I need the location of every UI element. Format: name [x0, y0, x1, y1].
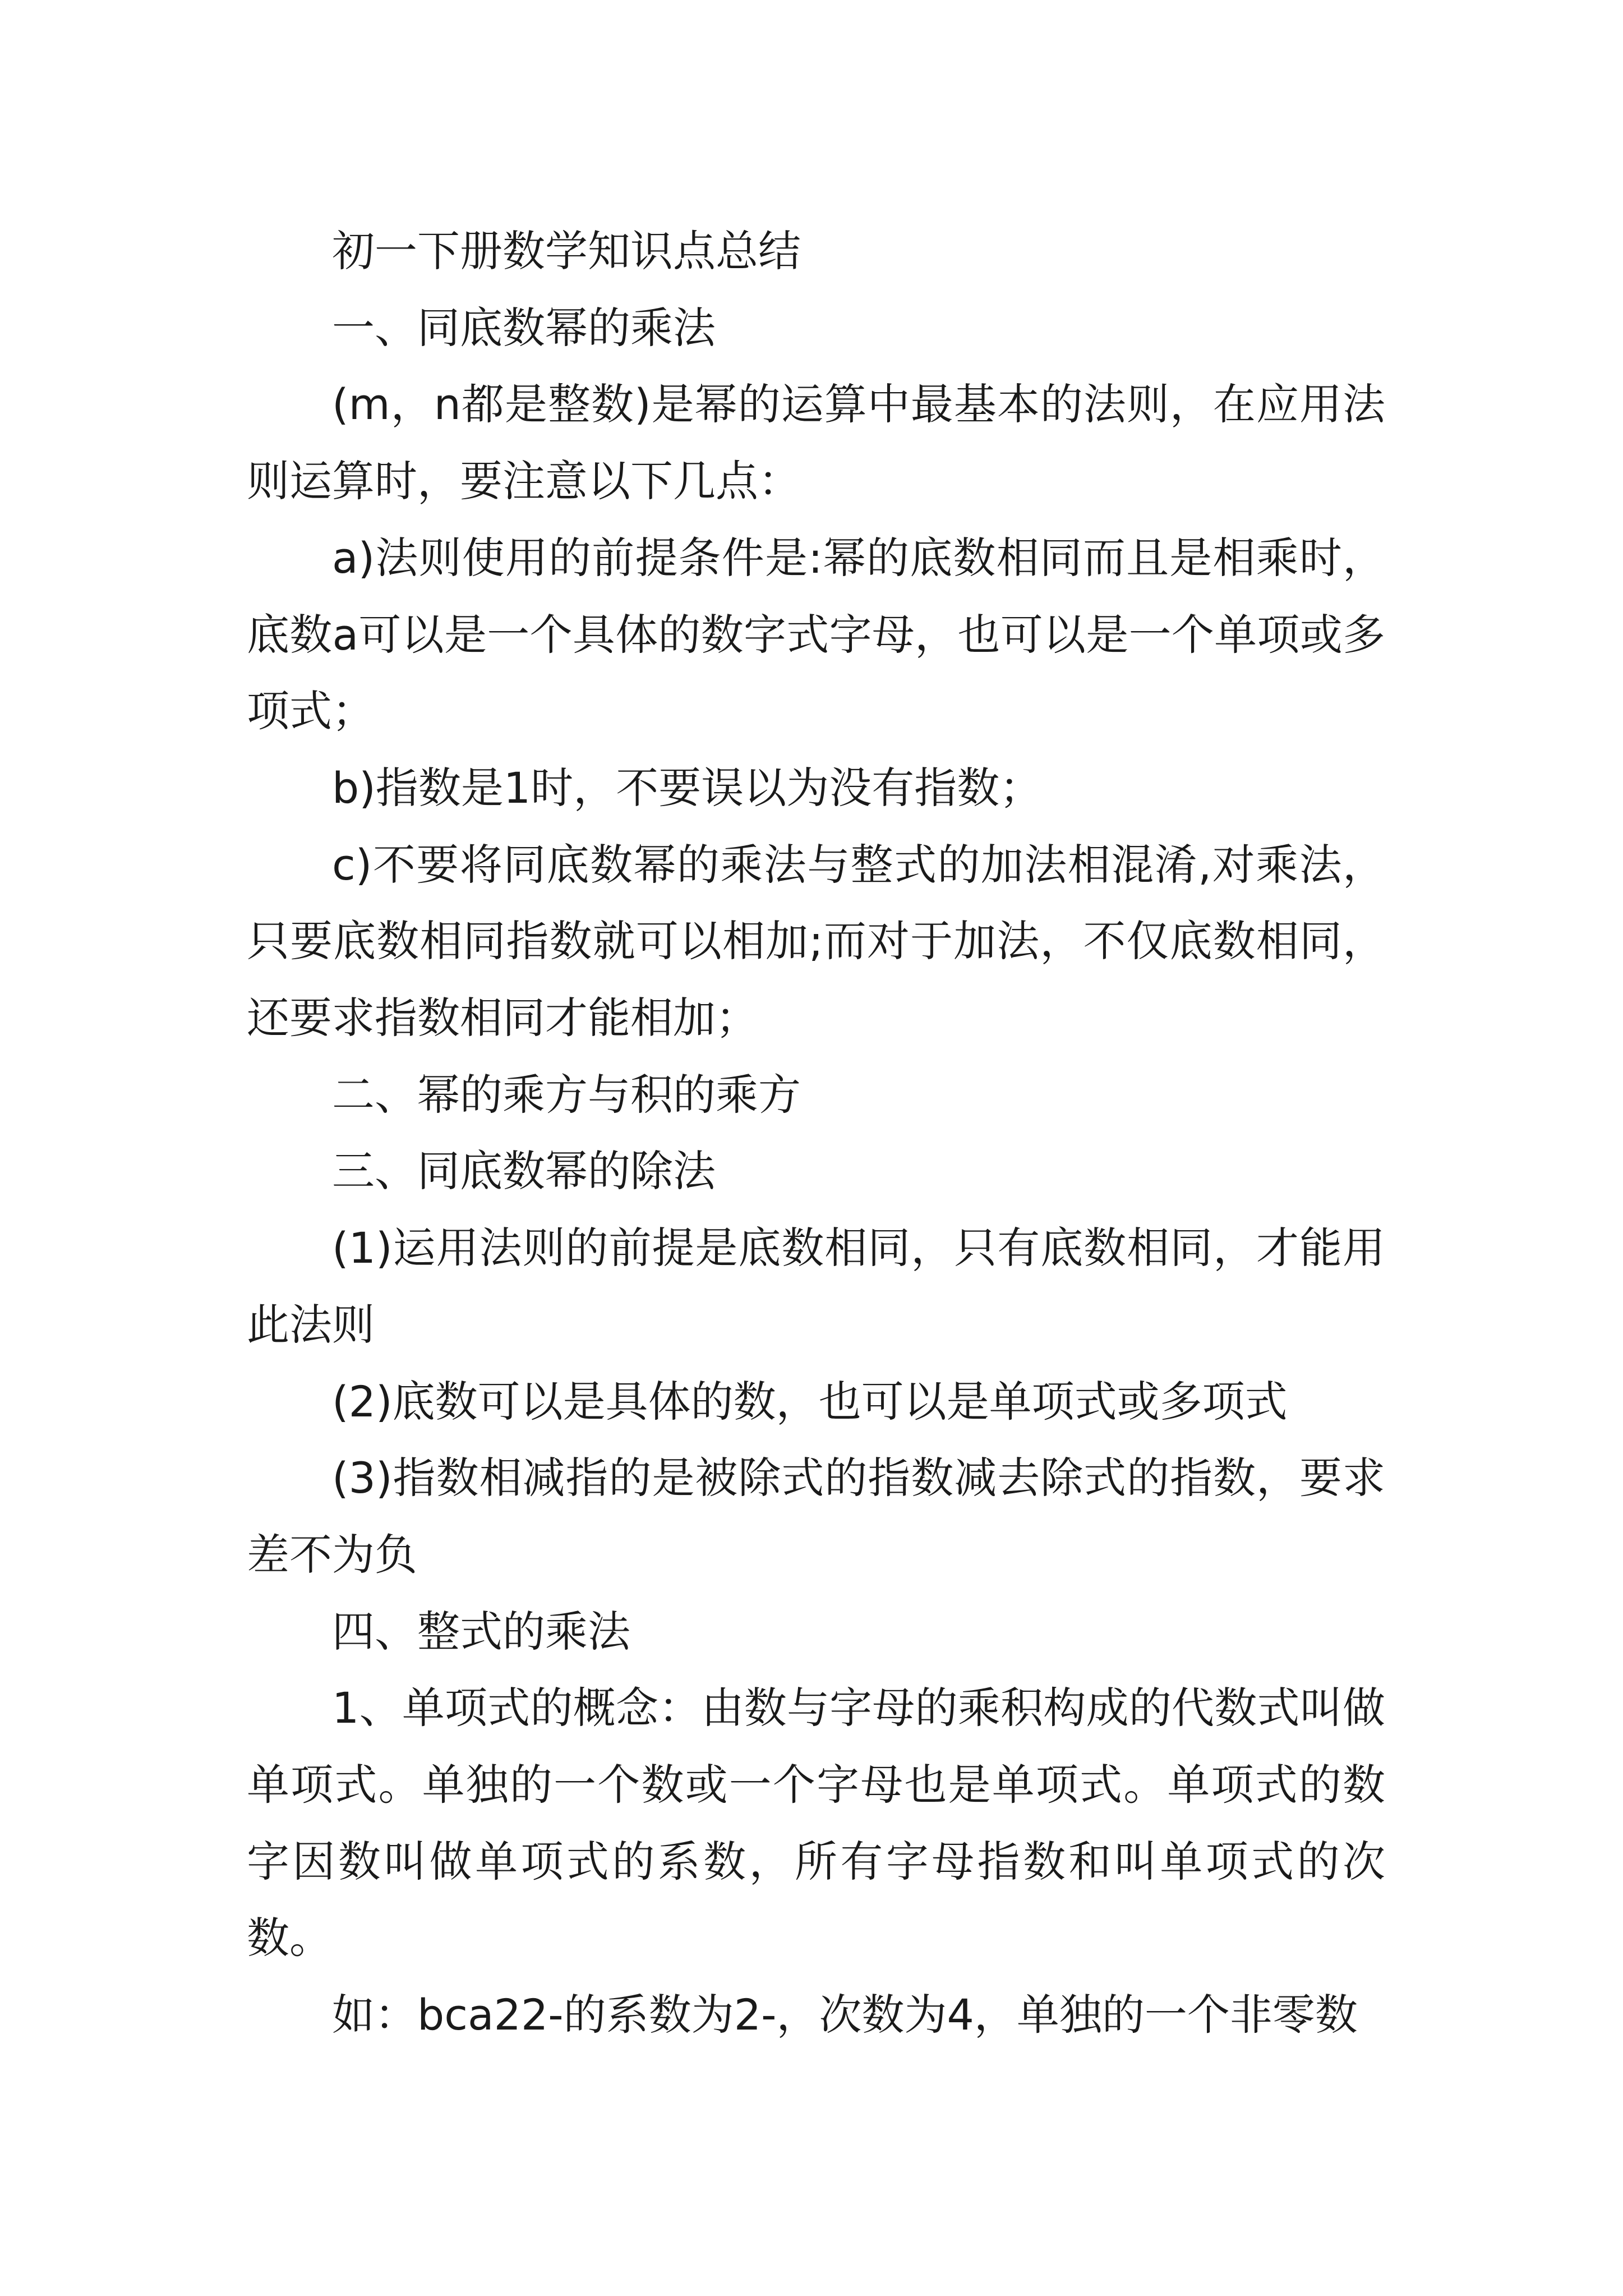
- document-title: 初一下册数学知识点总结: [332, 226, 801, 276]
- paragraph: 1、单项式的概念：由数与字母的乘积构成的代数式叫做单项式。单独的一个数或一个字母也是单项式。单项式的数字因数叫做单项式的系数，所有字母指数和叫单项式的次数。: [247, 1683, 1385, 1963]
- paragraph: (2)底数可以是具体的数，也可以是单项式或多项式: [332, 1376, 1288, 1427]
- paragraph: (1)运用法则的前提是底数相同，只有底数相同，才能用此法则: [247, 1223, 1385, 1350]
- paragraph: b)指数是1时，不要误以为没有指数；: [332, 762, 1043, 813]
- section-heading-4: 四、整式的乘法: [332, 1606, 630, 1657]
- paragraph: (3)指数相减指的是被除式的指数减去除式的指数，要求差不为负: [247, 1453, 1385, 1580]
- paragraph: a)法则使用的前提条件是:幂的底数相同而且是相乘时，底数a可以是一个具体的数字式字母，也可以是一个单项或多项式；: [247, 532, 1385, 737]
- paragraph: 如：bca22-的系数为2-，次数为4，单独的一个非零数: [332, 1990, 1358, 2040]
- paragraph: (m，n都是整数)是幂的运算中最基本的法则，在应用法则运算时，要注意以下几点：: [247, 379, 1385, 507]
- document-body: [247, 213, 1385, 2054]
- section-heading-2: 二、幂的乘方与积的乘方: [332, 1069, 801, 1120]
- section-heading-1: 一、同底数幂的乘法: [332, 302, 716, 353]
- paragraph: c)不要将同底数幂的乘法与整式的加法相混淆,对乘法，只要底数相同指数就可以相加;而对于加法，不仅底数相同，还要求指数相同才能相加；: [247, 839, 1385, 1043]
- section-heading-3: 三、同底数幂的除法: [332, 1146, 716, 1197]
